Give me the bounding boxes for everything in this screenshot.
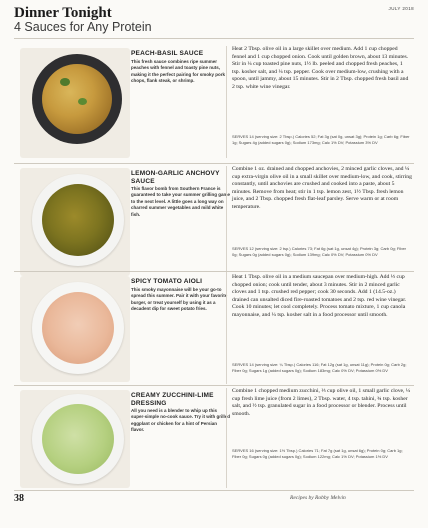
recipe-instructions: Heat 1 Tbsp. olive oil in a medium saucepan over medium-high. Add ⅓ cup chopped onion; cook until tender, about 3 minutes. Stir in 2 minced garlic cloves and 1 tsp. crushed red pepper; cook 30 seconds. Add 1 (14.5-oz.) drained can unsalted diced fire-roasted tomatoes and 2 tsp. red wine vinegar. Cook 10 minutes; let cool completely. Process tomato mixture, 1 cup canola mayonnaise, and ¼ tsp. kosher salt in a food processor until smooth. bbox=[232, 274, 407, 318]
recipe-photo bbox=[20, 48, 130, 158]
recipe-nutrition: SERVES 14 (serving size: ¼ Tbsp.) Calories 116; Fat 12g (sat 1g, unsat 11g); Protein 0g; Carb 2g; Fiber 0g; Sugars 1g (added sugars 0g); Sodium 183mg; Calc 0% DV; Potassium 0% DV bbox=[232, 362, 407, 373]
recipe-nutrition: SERVES 14 (serving size: 2 Tbsp.) Calories 52; Fat 3g (sat 0g, unsat 3g); Protein 1g; Carb 6g; Fiber 1g; Sugars 4g (added sugars 0g); Sodium 173mg; Calc 1% DV; Potassium 3% DV bbox=[232, 134, 410, 145]
page-number: 38 bbox=[14, 493, 24, 504]
footer-divider bbox=[14, 490, 414, 491]
basil-leaf bbox=[78, 98, 87, 105]
recipe-divider bbox=[14, 163, 414, 164]
recipe-title: CREAMY ZUCCHINI-LIME DRESSING bbox=[131, 392, 214, 407]
recipe-creamy-zucchini-lime bbox=[14, 388, 414, 488]
recipe-title: PEACH-BASIL SAUCE bbox=[131, 50, 204, 57]
issue-date: JULY 2018 bbox=[388, 6, 414, 11]
anchovy-sauce bbox=[42, 184, 114, 256]
column-divider bbox=[226, 166, 227, 276]
recipe-instructions: Heat 2 Tbsp. olive oil in a large skillet over medium. Add 1 cup chopped fennel and 1 cup chopped onion. Cook until golden brown, about 13 minutes. Stir in ¼ cup toasted pine nuts, 1½ lb. peeled and chopped fresh peaches, 1 tsp. kosher salt, and ¼ tsp. pepper. Cook over medium-low, crushing with a spoon, until jammy, about 15 minutes. Stir in 2 Tbsp. chopped fresh basil and 2 tsp. white wine vinegar. bbox=[232, 46, 409, 90]
recipe-peach-basil bbox=[14, 44, 414, 160]
column-divider bbox=[226, 46, 227, 158]
header-divider bbox=[14, 38, 414, 39]
recipe-credit: Recipes by Robby Melvin bbox=[290, 495, 346, 501]
recipe-title: SPICY TOMATO AIOLI bbox=[131, 278, 203, 285]
recipe-description: All you need is a blender to whip up this super-simple no-cook sauce. Try it with grilled eggplant or chicken for a hint of Persian flavor. bbox=[131, 408, 231, 433]
recipe-description: This fresh sauce combines ripe summer peaches with fennel and toasty pine nuts, making it the perfect pairing for smoky pork chops, flank steak, or shrimp. bbox=[131, 59, 226, 84]
recipe-description: This smoky mayonnaise will be your go-to spread this summer. Pair it with your favorite burger, or treat yourself by using it as a decadent dip for sweet potato fries. bbox=[131, 287, 228, 312]
recipe-instructions: Combine 1 chopped medium zucchini, ⅓ cup olive oil, 1 small garlic clove, ¼ cup fresh lime juice (from 2 limes), 2 Tbsp. water, 4 tsp. tahini, ¾ tsp. kosher salt, and ½ tsp. granulated sugar in a food processor or blender. Process until smooth. bbox=[232, 388, 411, 417]
recipe-nutrition: SERVES 12 (serving size: 2 tsp.) Calories 73; Fat 6g (sat 1g, unsat 4g); Protein 3g; Carb 0g; Fiber 0g; Sugars 0g (added sugars 0g); Sodium 139mg; Calc 0% DV; Potassium 0% DV bbox=[232, 246, 407, 257]
aioli-sauce bbox=[42, 292, 114, 364]
page-subtitle: 4 Sauces for Any Protein bbox=[14, 20, 152, 34]
recipe-spicy-tomato-aioli bbox=[14, 274, 414, 386]
recipe-photo bbox=[20, 390, 130, 488]
basil-leaf bbox=[60, 78, 70, 86]
recipe-photo bbox=[20, 276, 130, 382]
recipe-nutrition: SERVES 16 (serving size: 1½ Tbsp.) Calories 71; Fat 7g (sat 1g, unsat 6g); Protein 0g; Carb 1g; Fiber 0g; Sugars 0g (added sugars 0g); Sodium 122mg; Calc 1% DV; Potassium 1% DV bbox=[232, 448, 403, 459]
page-title: Dinner Tonight bbox=[14, 5, 112, 21]
recipe-photo bbox=[20, 168, 130, 276]
column-divider bbox=[226, 274, 227, 384]
recipe-title: LEMON-GARLIC ANCHOVY SAUCE bbox=[131, 170, 220, 185]
recipe-lemon-garlic-anchovy bbox=[14, 166, 414, 278]
recipe-divider bbox=[14, 385, 414, 386]
recipe-instructions: Combine 1 oz. drained and chopped anchovies, 2 minced garlic cloves, and ¼ cup extra-virgin olive oil in a small skillet over medium-low, and cook, stirring constantly, until anchovies are crushed and cooked into a paste, about 5 minutes. Remove from heat; stir in 1 tsp. lemon zest, 1½ Tbsp. fresh lemon juice, and 2 Tbsp. chopped fresh flat-leaf parsley. Serve warm or at room temperature. bbox=[232, 166, 412, 210]
recipe-divider bbox=[14, 271, 414, 272]
recipe-description: This flavor bomb from Southern France is guaranteed to take your summer grilling game to the next level. A little goes a long way on charred summer vegetables and mild white fish. bbox=[131, 186, 231, 217]
zucchini-dressing bbox=[42, 404, 114, 474]
column-divider bbox=[226, 388, 227, 488]
peach-sauce bbox=[42, 64, 112, 134]
